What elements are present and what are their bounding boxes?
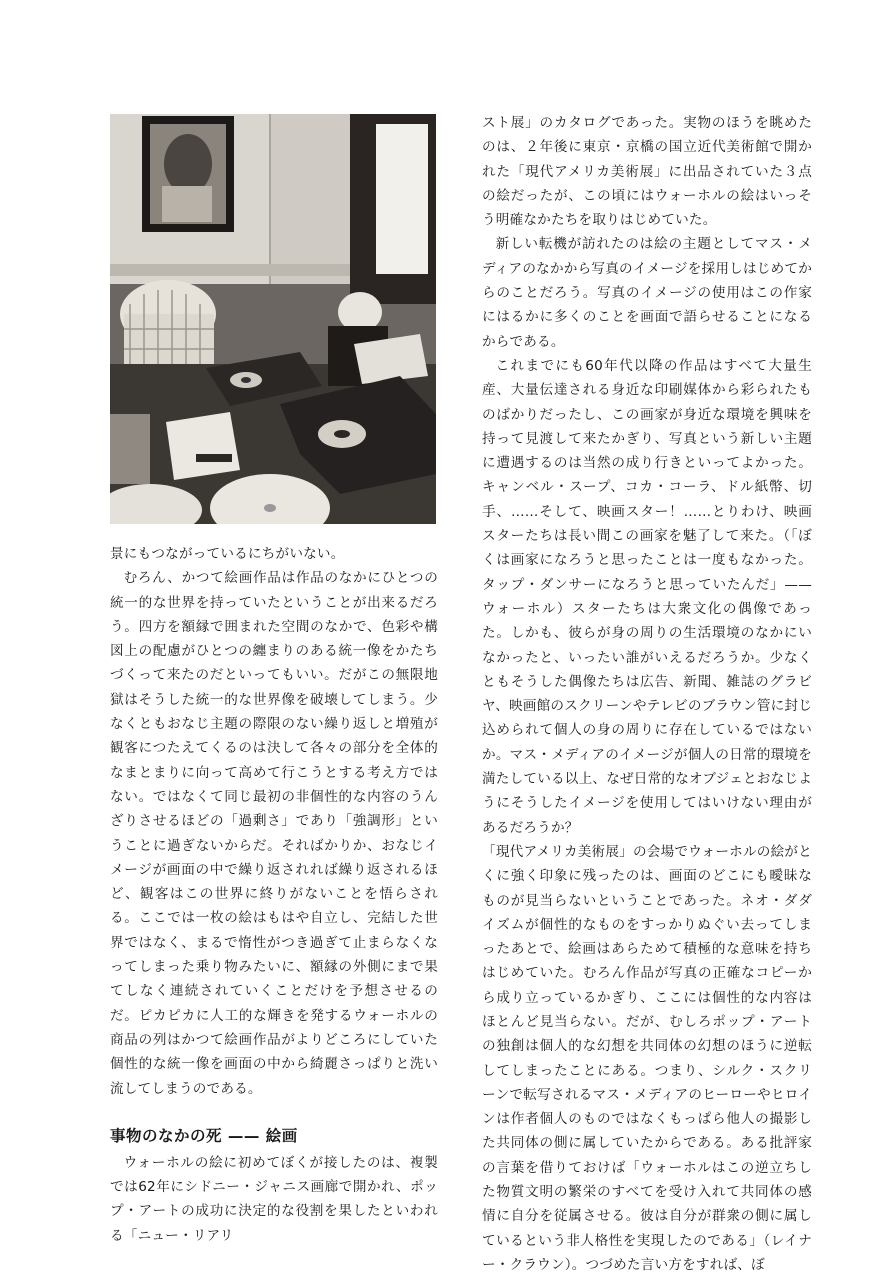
left-column	[110, 542, 438, 1248]
left-paragraph-3: ウォーホルの絵に初めてぼくが接したのは、複製では62年にシドニー・ジャニス画廊で開かれ、ポップ・アートの成功に決定的な役割を果したといわれる「ニュー・リアリ	[110, 1154, 438, 1244]
right-paragraph-4: 「現代アメリカ美術展」の会場でウォーホルの絵がとくに強く印象に残ったのは、画面のどこにも曖昧なものが見当らないということであった。ネオ・ダダイズムが個性的なものをすっかりぬぐい去ってしまったあとで、絵画はあらためて積極的な意味を持ちはじめていた。むろん作品が写真の正確なコピーから成り立っているかぎり、ここには個性的な内容はほとんど見当らない。だが、むしろポップ・アートの独創は個人的な幻想を共同体の幻想のほうに逆転してしまったことにある。つまり、シルク・スクリーンで転写されるマス・メディアのヒーローやヒロインは作者個人のものではなくもっぱら他人の撮影した共同体の側に属していたからである。ある批評家の言葉を借りておけば「ウォーホルはこの逆立ちした物質文明の繁栄のすべてを受け入れて共同体の感情に自分を従属させる。彼は自分が群衆の側に属しているという非人格性を実現したのである」（レイナー・クラウン）。つづめた言い方をすれば、ぼ	[482, 843, 812, 1273]
photo-warhol-tape-recorders	[110, 114, 436, 524]
section-heading: 事物のなかの死 —— 絵画	[110, 1126, 298, 1145]
right-paragraph-2: 新しい転機が訪れたのは絵の主題としてマス・メディアのなかから写真のイメージを採用しはじめてからのことだろう。写真のイメージの使用はこの作家にはるかに多くのことを画面で語らせることになるからである。	[482, 236, 812, 350]
left-paragraph-2: むろん、かつて絵画作品は作品のなかにひとつの統一的な世界を持っていたということが出来るだろう。四方を額縁で囲まれた空間のなかで、色彩や構図上の配慮がひとつの纏まりのある統一像をかたちづくって来たのだといってもいい。だがこの無限地獄はそうした統一的な世界像を破壊してしまう。少なくともおなじ主題の際限のない繰り返しと増殖が観客につたえてくるのは決して各々の部分を全体的なまとまりに向って高めて行こうとする考え方ではない。ではなくて同じ最初の非個性的な内容のうんざりさせるほどの「過剰さ」であり「強調形」ということに過ぎないからだ。そればかりか、おなじイメージが画面の中で繰り返されれば繰り返されるほど、観客はこの世界に終りがないことを悟らされる。ここでは一枚の絵はもはや自立し、完結した世界ではなく、まるで惰性がつき過ぎて止まらなくなってしまった乗り物みたいに、額縁の外側にまで果てしなく連続されていくことだけを予想させるのだ。ピカピカに人工的な輝きを発するウォーホルの商品の列はかつて絵画作品がよりどころにしていた個性的な統一像を画面の中から綺麗さっぱりと洗い流してしまうのである。	[110, 570, 438, 1097]
right-paragraph-3: これまでにも60年代以降の作品はすべて大量生産、大量伝達される身近な印刷媒体から彩られたものばかりだったし、この画家が身近な環境を興味を持って見渡して来たかぎり、写真という新しい主題に遭遇するのは当然の成り行きといってよかった。キャンベル・スープ、コカ・コーラ、ドル紙幣、切手、……そして、映画スター！……とりわけ、映画スターたちは長い間この画家を魅了して来た。（「ぼくは画家になろうと思ったことは一度もなかった。タップ・ダンサーになろうと思っていたんだ」——ウォーホル）スターたちは大衆文化の偶像であった。しかも、彼らが身の周りの生活環境のなかにいなかったと、いったい誰がいえるだろうか。少なくともそうした偶像たちは広告、新聞、雑誌のグラビヤ、映画館のスクリーンやテレビのブラウン管に封じ込められて個人の身の周りに存在しているではないか。マス・メディアのイメージが個人の日常的環境を満たしている以上、なぜ日常的なオブジェとおなじようにそうしたイメージを使用してはいけない理由があるだろうか？	[482, 357, 812, 836]
right-column	[482, 111, 812, 1277]
photo-image	[110, 114, 436, 524]
right-paragraph-1: スト展」のカタログであった。実物のほうを眺めたのは、２年後に東京・京橋の国立近代美術館で開かれた「現代アメリカ美術展」に出品されていた３点の絵だったが、この頃にはウォーホルの絵はいっそう明確なかたちを取りはじめていた。	[482, 115, 812, 229]
left-paragraph-1: 景にもつながっているにちがいない。	[110, 546, 345, 562]
